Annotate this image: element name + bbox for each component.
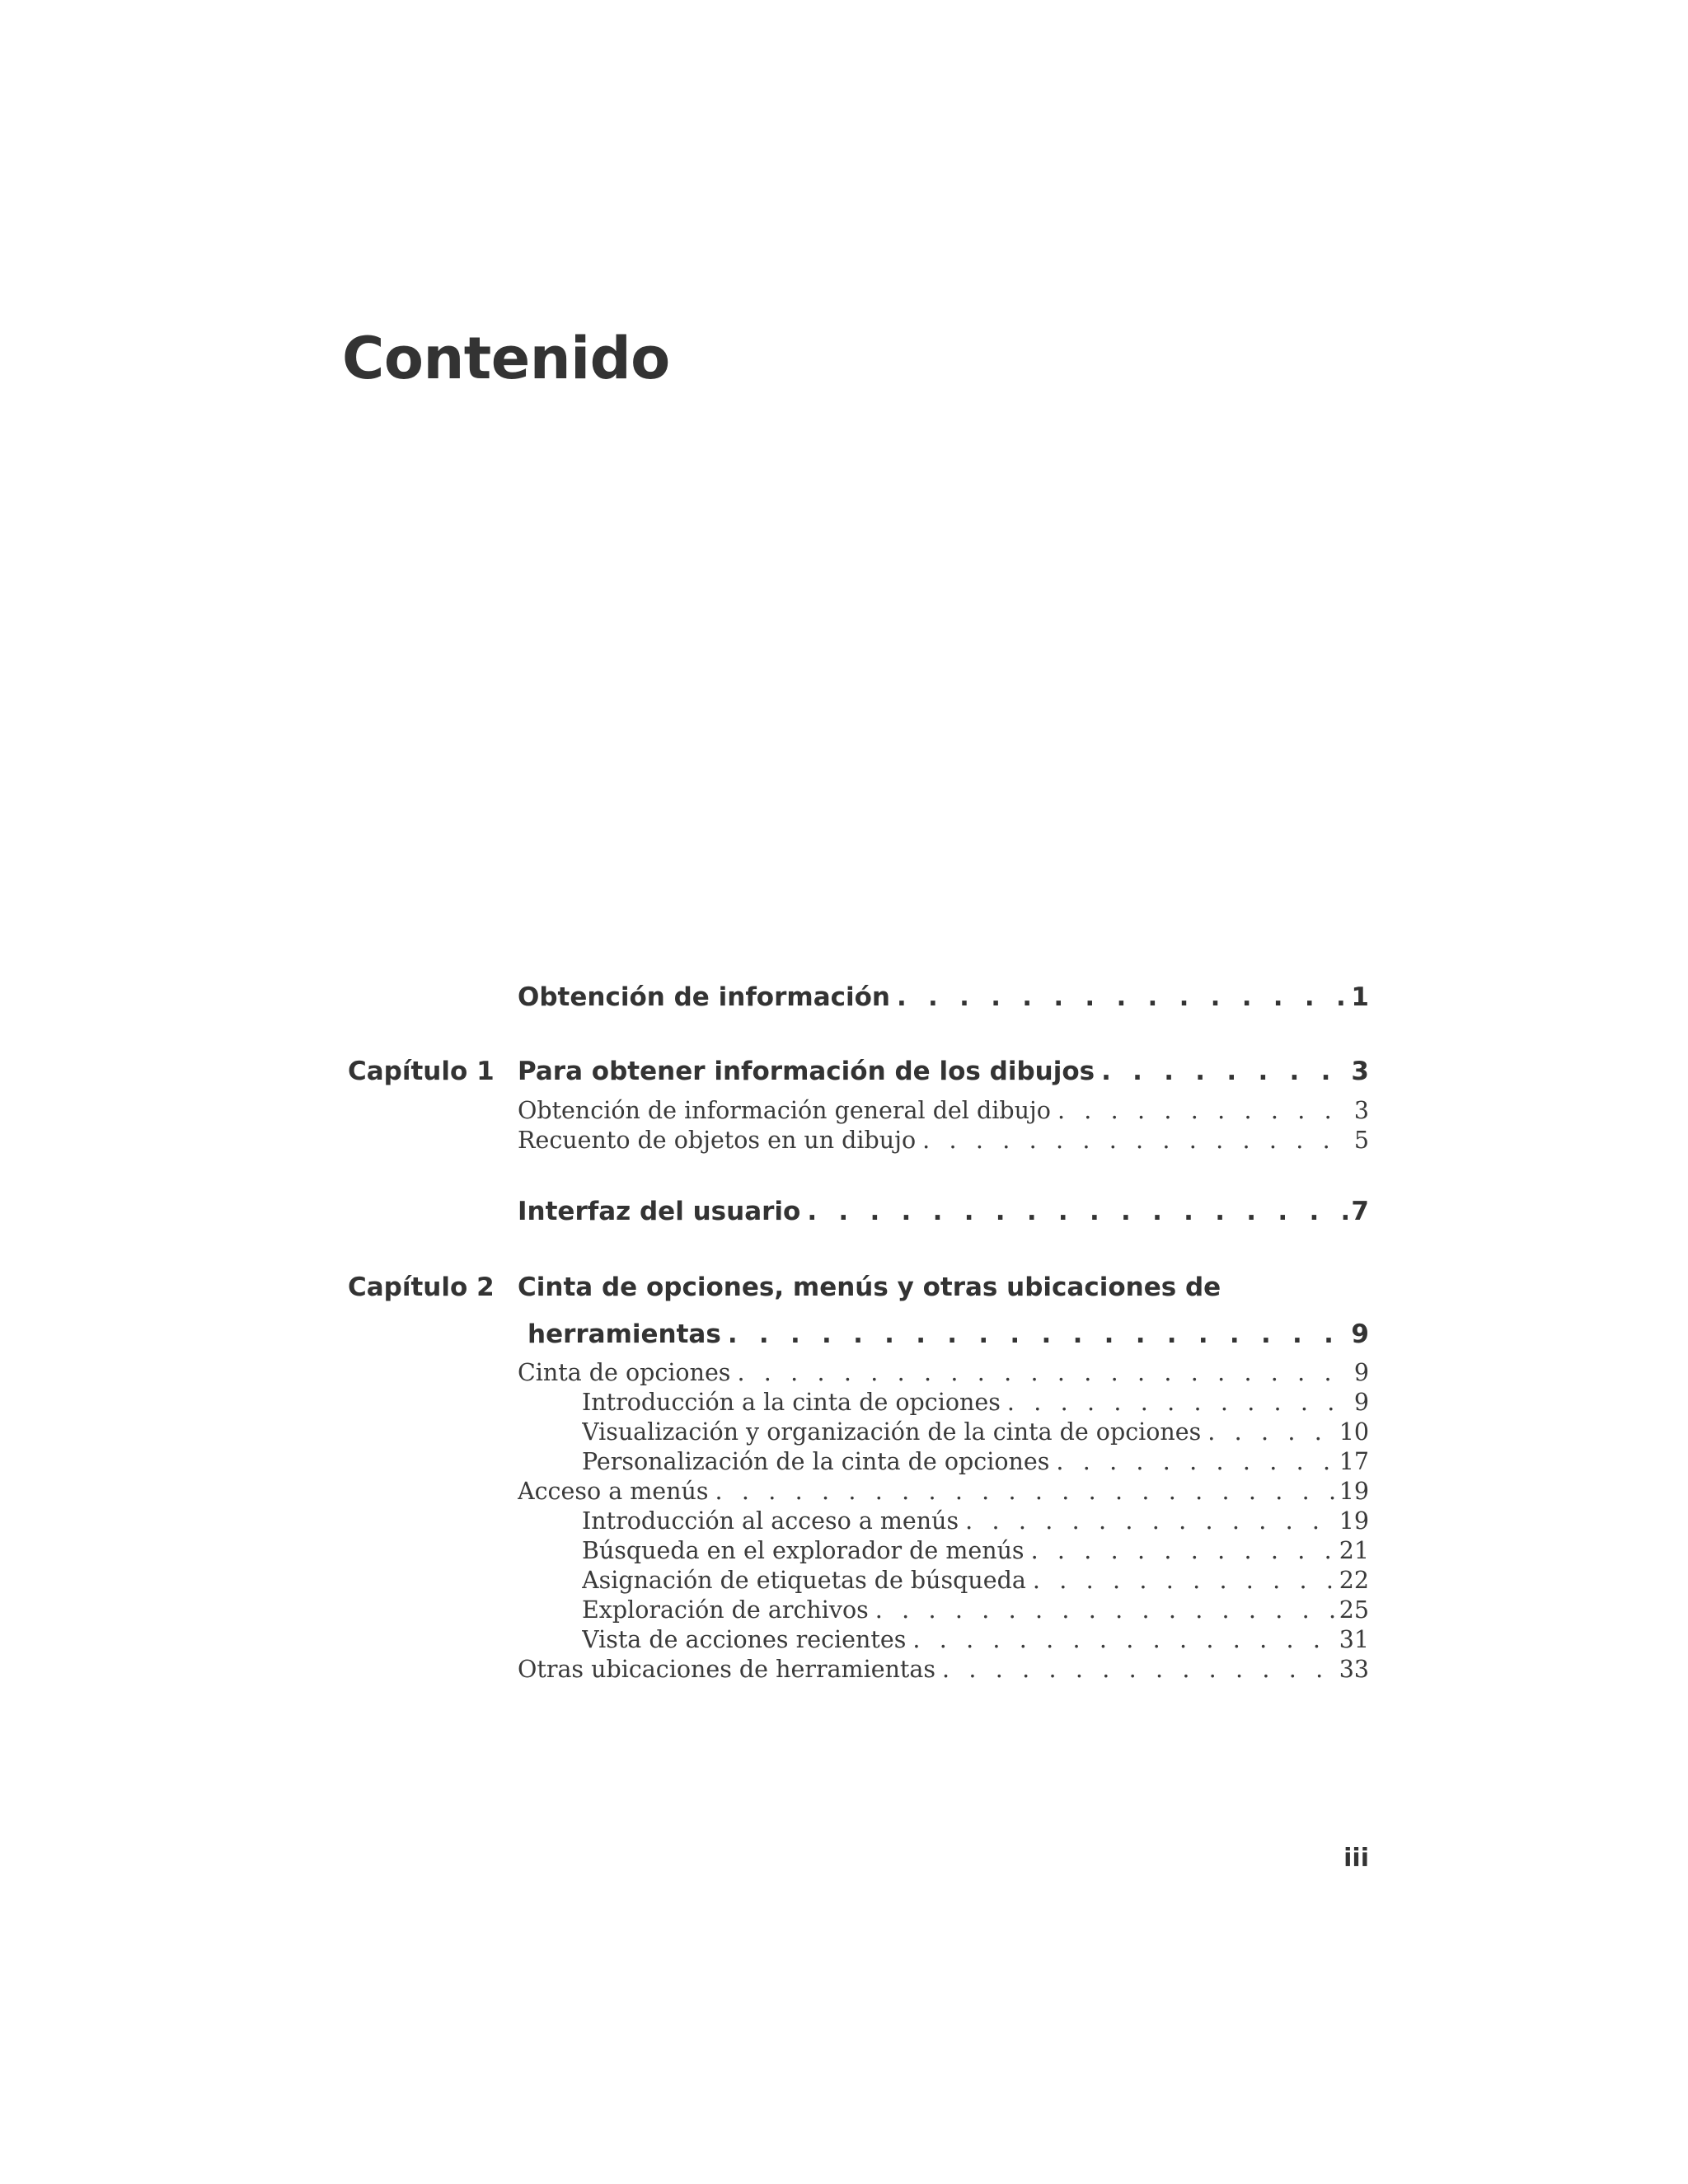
- toc-page-number: 19: [1339, 1478, 1369, 1505]
- toc-page-number: 25: [1339, 1596, 1369, 1624]
- chapter-label: Capítulo 2: [348, 1272, 495, 1302]
- toc-entry-text: Visualización y organización de la cinta de opciones: [582, 1418, 1202, 1446]
- toc-part-entry[interactable]: [518, 978, 1369, 1016]
- toc-entry-text: Búsqueda en el explorador de menús: [582, 1537, 1025, 1564]
- toc-entry-text: Asignación de etiquetas de búsqueda: [582, 1567, 1026, 1594]
- toc-entry-text: Recuento de objetos en un dibujo: [518, 1127, 917, 1154]
- toc-entry-text: Otras ubicaciones de herramientas: [518, 1656, 935, 1683]
- toc-page-number: 9: [1353, 1359, 1369, 1386]
- toc-page-number: 5: [1353, 1127, 1369, 1154]
- toc-page-number: 17: [1339, 1448, 1369, 1475]
- dot-leader: [965, 1507, 1336, 1536]
- toc-entry-text: Introducción a la cinta de opciones: [582, 1389, 1001, 1416]
- toc-subsection-entry[interactable]: [582, 1507, 1369, 1536]
- dot-leader: [728, 1315, 1348, 1353]
- toc-entry-text: Interfaz del usuario: [518, 1197, 801, 1226]
- toc-entry-text: Acceso a menús: [518, 1478, 709, 1505]
- toc-entry-text: herramientas: [528, 1319, 721, 1349]
- toc-page-number: 1: [1351, 982, 1369, 1012]
- dot-leader: [1033, 1566, 1336, 1596]
- dot-leader: [897, 978, 1348, 1016]
- toc-chapter-entry[interactable]: [528, 1315, 1369, 1353]
- toc-page-number: 21: [1339, 1537, 1369, 1564]
- toc-entry-text: Obtención de información general del dibujo: [518, 1097, 1051, 1124]
- toc-section-entry[interactable]: [518, 1126, 1369, 1155]
- toc-entry-text: Introducción al acceso a menús: [582, 1507, 959, 1535]
- toc-part-entry[interactable]: [518, 1193, 1369, 1230]
- dot-leader: [1207, 1418, 1335, 1447]
- dot-leader: [1056, 1447, 1335, 1477]
- toc-entry-text: Cinta de opciones: [518, 1359, 731, 1386]
- dot-leader: [715, 1477, 1336, 1507]
- toc-section-entry[interactable]: [518, 1096, 1369, 1126]
- toc-entry-text: Para obtener información de los dibujos: [518, 1057, 1095, 1086]
- chapter-label: Capítulo 1: [348, 1057, 495, 1086]
- dot-leader: [922, 1126, 1351, 1155]
- toc-subsection-entry[interactable]: [582, 1388, 1369, 1418]
- dot-leader: [1031, 1536, 1336, 1566]
- dot-leader: [807, 1193, 1348, 1230]
- toc-subsection-entry[interactable]: [582, 1566, 1369, 1596]
- page-number-folio: iii: [1343, 1844, 1369, 1872]
- toc-section-entry[interactable]: [518, 1477, 1369, 1507]
- page-title: Contenido: [342, 325, 670, 392]
- toc-page-number: 7: [1351, 1197, 1369, 1226]
- dot-leader: [1101, 1052, 1348, 1090]
- toc-section-entry[interactable]: [518, 1358, 1369, 1388]
- toc-page-number: 9: [1353, 1389, 1369, 1416]
- toc-page-number: 10: [1339, 1418, 1369, 1446]
- toc-entry-text: Obtención de información: [518, 982, 890, 1012]
- toc-page-number: 31: [1339, 1626, 1369, 1653]
- toc-page-number: 19: [1339, 1507, 1369, 1535]
- dot-leader: [875, 1596, 1336, 1625]
- toc-chapter-entry[interactable]: [518, 1052, 1369, 1090]
- dot-leader: [737, 1358, 1350, 1388]
- toc-subsection-entry[interactable]: [582, 1625, 1369, 1655]
- dot-leader: [912, 1625, 1335, 1655]
- dot-leader: [1057, 1096, 1351, 1126]
- toc-page-number: 22: [1339, 1567, 1369, 1594]
- toc-subsection-entry[interactable]: [582, 1447, 1369, 1477]
- toc-entry-text: Exploración de archivos: [582, 1596, 869, 1624]
- dot-leader: [942, 1655, 1336, 1685]
- toc-page-number: 3: [1351, 1057, 1369, 1086]
- toc-entry-text: Personalización de la cinta de opciones: [582, 1448, 1050, 1475]
- toc-page-number: 33: [1339, 1656, 1369, 1683]
- toc-page-number: 3: [1353, 1097, 1369, 1124]
- toc-subsection-entry[interactable]: [582, 1418, 1369, 1447]
- dot-leader: [1007, 1388, 1351, 1418]
- toc-subsection-entry[interactable]: [582, 1536, 1369, 1566]
- toc-section-entry[interactable]: [518, 1655, 1369, 1685]
- toc-entry-text: Vista de acciones recientes: [582, 1626, 907, 1653]
- toc-subsection-entry[interactable]: [582, 1596, 1369, 1625]
- toc-chapter-title-line[interactable]: Cinta de opciones, menús y otras ubicaciones de: [518, 1272, 1221, 1302]
- toc-page-number: 9: [1351, 1319, 1369, 1349]
